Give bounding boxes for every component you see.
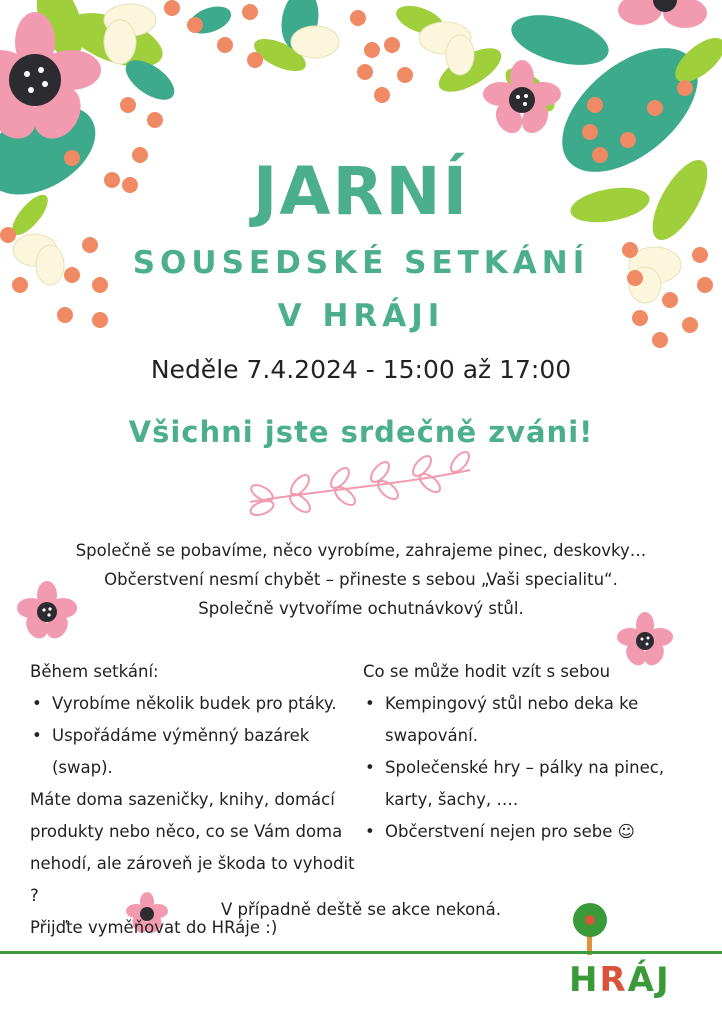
right-column-heading: Co se může hodit vzít s sebou bbox=[363, 662, 611, 681]
logo-letter: R bbox=[599, 960, 628, 1000]
title-line-1: JARNÍ bbox=[252, 153, 470, 230]
right-bullet-item: • Kempingový stůl nebo deka ke swapování. bbox=[363, 688, 703, 752]
branch-divider-icon bbox=[249, 449, 473, 518]
right-column bbox=[363, 656, 703, 848]
right-bullet-item: • Občerstvení nejen pro sebe ☺ bbox=[363, 816, 703, 848]
logo-letter: Á bbox=[627, 960, 656, 1000]
intro-paragraph bbox=[0, 536, 722, 623]
left-text-line: nehodí, ale zároveň je škoda to vyhodit ? bbox=[30, 854, 355, 905]
logo-letter: J bbox=[655, 960, 671, 1000]
left-text-line: produkty nebo něco, co se Vám doma bbox=[30, 822, 343, 841]
left-text-line: Přijďte vyměňovat do HRáje :) bbox=[30, 918, 278, 937]
hraj-logo bbox=[569, 958, 671, 1002]
intro-line: Občerstvení nesmí chybět – přineste s sebou „Vaši specialitu“. bbox=[104, 570, 618, 589]
left-bullet-item: • Uspořádáme výměnný bazárek (swap). bbox=[30, 720, 360, 784]
left-bullet-item: • Vyrobíme několik budek pro ptáky. bbox=[30, 688, 360, 720]
intro-line: Společně vytvoříme ochutnávkový stůl. bbox=[198, 599, 524, 618]
rain-note: V případně deště se akce nekoná. bbox=[221, 900, 501, 919]
title-line-3: V HRÁJI bbox=[277, 298, 445, 334]
event-date-time: Neděle 7.4.2024 - 15:00 až 17:00 bbox=[150, 355, 572, 384]
logo-letter: H bbox=[569, 960, 600, 1000]
right-bullet-item: • Společenské hry – pálky na pinec, karty, šachy, …. bbox=[363, 752, 703, 816]
title-line-2: SOUSEDSKÉ SETKÁNÍ bbox=[132, 245, 590, 281]
footer-divider bbox=[0, 951, 722, 954]
left-column-heading: Během setkání: bbox=[30, 662, 159, 681]
invitation-text: Všichni jste srdečně zváni! bbox=[128, 415, 594, 449]
intro-line: Společně se pobavíme, něco vyrobíme, zahrajeme pinec, deskovky… bbox=[75, 541, 647, 560]
left-text-line: Máte doma sazeničky, knihy, domácí bbox=[30, 790, 335, 809]
